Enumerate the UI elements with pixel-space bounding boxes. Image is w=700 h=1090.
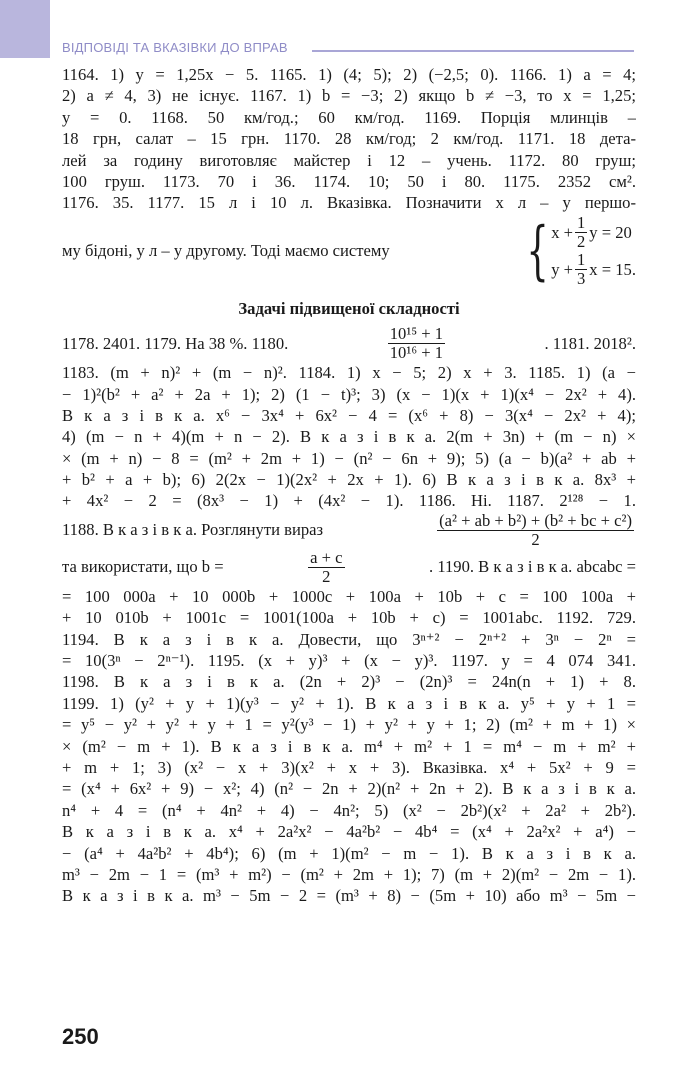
text-line: 1194. В к а з і в к а. Довести, що 3ⁿ⁺² − 2ⁿ⁺² + 3ⁿ − 2ⁿ = [62, 629, 636, 649]
header-rule [312, 50, 634, 52]
text-line: m³ − 2m − 1 = (m³ + m²) − (m² + 2m + 1); 7) (m + 2)(m² − 2m − 1). [62, 864, 636, 884]
system-brace: { [526, 213, 550, 288]
text-line: 1183. (m + n)² + (m − n)². 1184. 1) x − 5; 2) x + 3. 1185. 1) (a − [62, 363, 636, 383]
text-line: − 1)²(b² + a² + 2a + 1); 2) (1 − t)³; 3) (x − 1)(x + 1)(x⁴ − 2x² + 4). [62, 384, 636, 404]
line-1178: 1178. 2401. 1179. На 38 %. 1180. $\frac{\text{10¹⁵ + 1}}{\text{10¹⁶ + 1}}$ . 1181. 2018². [62, 324, 636, 363]
line-b-formula: та використати, що b = $\frac{a + c}{2}$ . 1190. В к а з і в к а. abcabc = [62, 547, 636, 586]
text-line: + m + 1; 3) (x² − x + 3)(x² + x + 3). Вказівка. x⁴ + 5x² + 9 = [62, 758, 636, 777]
text-line: 100 груш. 1173. 70 і 36. 1174. 10; 50 і 80. 1175. 2352 см². [62, 171, 636, 191]
text-line: В к а з і в к а. m³ − 5m − 2 = (m³ + 8) − (5m + 10) або m³ − 5m − [62, 886, 636, 906]
running-header: ВІДПОВІДІ ТА ВКАЗІВКИ ДО ВПРАВ [62, 40, 288, 55]
fraction-1188: $\frac{\text{(a² + ab + b²) + (b² + bc + c²)}}{2}$ [439, 510, 632, 549]
system-equation-2: y + $\frac{1}{3}$ x = 15. [551, 249, 636, 288]
answers-block-c [62, 586, 636, 907]
text-line: = 10(3ⁿ − 2ⁿ⁻¹). 1195. (x + y)³ + (x − y)³. 1197. y = 4 074 341. [62, 651, 636, 671]
section-title: Задачі підвищеної складності [238, 298, 460, 318]
text-line: 18 грн, салат – 15 грн. 1170. 28 км/год; 2 км/год. 1171. 18 дета- [62, 129, 636, 149]
text-line: + 10 010b + 1001c = 1001(100a + 10b + c) = 1001abc. 1192. 729. [62, 608, 636, 628]
text-line: 1176. 35. 1177. 15 л і 10 л. Вказівка. Позначити x л – у першо- [62, 193, 636, 213]
text-line: лей за годину виготовляє майстер і 12 – учень. 1172. 80 груш; [62, 150, 636, 170]
fraction-one-third: $\frac{1}{3}$ [577, 249, 586, 288]
text-line: 2) a ≠ 4, 3) не існує. 1167. 1) b = −3; 2) якщо b ≠ −3, то x = 1,25; [62, 86, 636, 106]
system-equation-1: x + $\frac{1}{2}$ y = 20 [551, 212, 632, 251]
answers-block-b [62, 362, 636, 512]
text-line: + 4x² − 2 = (8x³ − 1) + (4x² − 1). 1186. Ні. 1187. 2¹²⁸ − 1. [62, 491, 636, 511]
fraction-one-half: $\frac{1}{2}$ [577, 212, 586, 251]
page-body [62, 64, 636, 907]
system-line [62, 214, 636, 288]
chapter-tab [0, 0, 50, 58]
system-intro-text: му бідоні, y л – у другому. Тоді маємо систему [62, 241, 390, 261]
text-line: 1198. В к а з і в к а. (2n + 2)³ − (2n)³ = 24n(n + 1) + 8. [62, 672, 636, 692]
text-line: = 100 000a + 10 000b + 1000c + 100a + 10b + c = 100 100a + [62, 586, 636, 606]
text-line: + b² + a + b); 6) 2(2x − 1)(2x² + 2x + 1). 6) В к а з і в к а. 8x³ + [62, 470, 636, 490]
fraction-b: $\frac{a + c}{2}$ [310, 547, 343, 586]
text-line: = (x⁴ + 6x² + 9) − x²; 4) (n² − 2n + 2)(n² + 2n + 2). В к а з і в к а. [62, 779, 636, 799]
page-number: 250 [62, 1024, 99, 1049]
text-line: 1199. 1) (y² + y + 1)(y³ − y² + 1). В к а з і в к а. y⁵ + y + 1 = [62, 693, 636, 713]
text-line: В к а з і в к а. x⁶ − 3x⁴ + 6x² − 4 = (x⁶ + 8) − 3(x⁴ − 2x² + 4); [62, 405, 636, 425]
equation-system [508, 214, 636, 288]
text-line: n⁴ + 4 = (n⁴ + 4n² + 4) − 4n²; 5) (x² − 2b²)(x² + 2a² + 2b²). [62, 800, 636, 820]
text-line: − (a⁴ + 4a²b² + 4b⁴); 6) (m + 1)(m² − m − 1). В к а з і в к а. [62, 843, 636, 863]
text-line: y = 0. 1168. 50 км/год.; 60 км/год. 1169. Порція млинців – [62, 107, 636, 127]
line-1188: 1188. В к а з і в к а. Розглянути вираз $\frac{\text{(a² + ab + b²) + (b² + bc + c²)}}{2}$ [62, 510, 632, 549]
text-line: × (m + n) − 8 = (m² + 2m + 1) − (n² − 6n + 9); 5) (a − b)(a² + ab + [62, 448, 636, 468]
text-line: = y⁵ − y² + y² + y + 1 = y²(y³ − 1) + y² + y + 1; 2) (m² + m + 1) × [62, 715, 636, 735]
text-line: × (m² − m + 1). В к а з і в к а. m⁴ + m² + 1 = m⁴ − m + m² + [62, 736, 636, 756]
text-line: 4) (m − n + 4)(m + n − 2). В к а з і в к а. 2(m + 3n) + (m − n) × [62, 427, 636, 447]
text-line: 1164. 1) y = 1,25x − 5. 1165. 1) (4; 5); 2) (−2,5; 0). 1166. 1) a = 4; [62, 65, 636, 84]
answers-block-a [62, 64, 636, 214]
fraction-1180: $\frac{\text{10¹⁵ + 1}}{\text{10¹⁶ + 1}}$ [389, 324, 444, 363]
text-line: В к а з і в к а. x⁴ + 2a²x² − 4a²b² − 4b⁴ = (x⁴ + 2a²x² + a⁴) − [62, 822, 636, 842]
